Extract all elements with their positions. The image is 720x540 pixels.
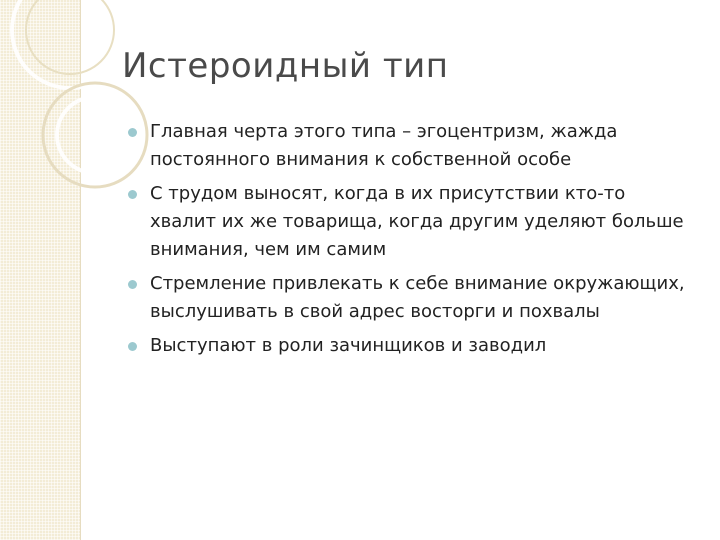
bullet-item	[128, 180, 688, 264]
bullet-text: Выступают в роли зачинщиков и заводил	[150, 335, 547, 356]
bullet-dot-icon	[128, 342, 137, 351]
bullet-item	[128, 270, 688, 326]
bullet-dot-icon	[128, 128, 137, 137]
bullet-dot-icon	[128, 280, 137, 289]
bullet-text: Стремление привлекать к себе внимание окружающих, выслушивать в свой адрес восторги и похвалы	[150, 273, 685, 322]
bullet-item	[128, 332, 688, 360]
bullet-list	[128, 118, 688, 366]
slide-title: Истероидный тип	[122, 46, 449, 86]
bullet-item	[128, 118, 688, 174]
bullet-text: С трудом выносят, когда в их присутствии кто-то хвалит их же товарища, когда другим уделяют больше внимания, чем им самим	[150, 183, 684, 260]
bullet-dot-icon	[128, 190, 137, 199]
bullet-text: Главная черта этого типа – эгоцентризм, жажда постоянного внимания к собственной особе	[150, 121, 618, 170]
